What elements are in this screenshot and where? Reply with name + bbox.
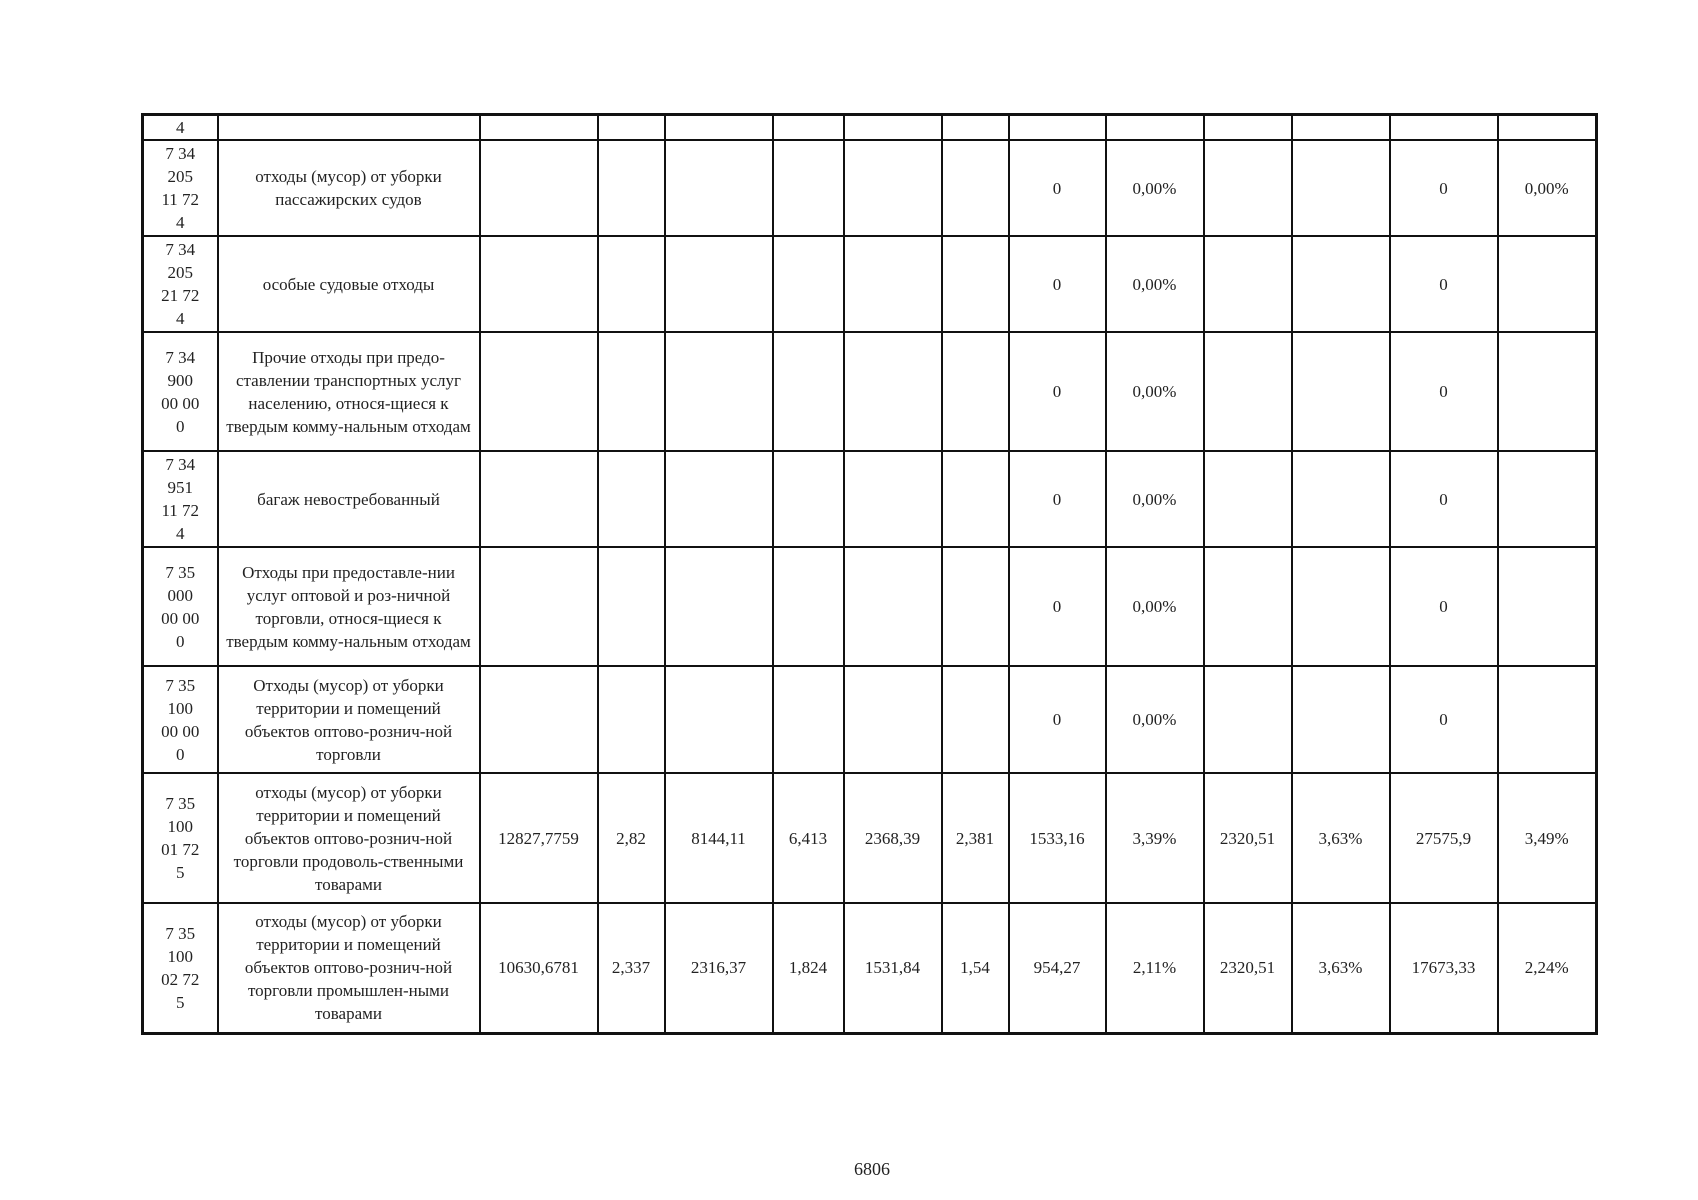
table-row <box>143 547 1597 666</box>
value-cell <box>942 666 1009 773</box>
value-cell <box>773 332 844 451</box>
value-cell: 0 <box>1009 666 1106 773</box>
value-cell <box>598 451 665 547</box>
waste-code-cell: 7 35 100 00 00 0 <box>143 666 218 773</box>
value-cell: 0,00% <box>1106 236 1204 332</box>
value-cell <box>665 236 773 332</box>
value-cell: 12827,7759 <box>480 773 598 903</box>
value-cell <box>942 236 1009 332</box>
value-cell <box>1390 115 1498 141</box>
value-cell <box>844 666 942 773</box>
value-cell <box>1204 666 1292 773</box>
waste-name-cell: отходы (мусор) от уборки пассажирских судов <box>218 140 480 236</box>
value-cell <box>1498 451 1597 547</box>
value-cell <box>1292 451 1390 547</box>
value-cell: 0,00% <box>1498 140 1597 236</box>
value-cell <box>1009 115 1106 141</box>
waste-code-cell: 7 34 205 11 72 4 <box>143 140 218 236</box>
value-cell <box>942 332 1009 451</box>
value-cell: 2368,39 <box>844 773 942 903</box>
value-cell: 0 <box>1390 666 1498 773</box>
waste-name-cell: Отходы (мусор) от уборки территории и помещений объектов оптово-рознич-ной торговли <box>218 666 480 773</box>
value-cell <box>1292 115 1390 141</box>
table-row <box>143 140 1597 236</box>
value-cell: 3,39% <box>1106 773 1204 903</box>
value-cell <box>942 115 1009 141</box>
value-cell <box>480 332 598 451</box>
value-cell <box>480 451 598 547</box>
value-cell: 2,381 <box>942 773 1009 903</box>
value-cell <box>665 666 773 773</box>
value-cell: 0 <box>1009 236 1106 332</box>
waste-code-cell: 7 34 205 21 72 4 <box>143 236 218 332</box>
value-cell: 0 <box>1009 332 1106 451</box>
value-cell <box>1498 547 1597 666</box>
waste-name-cell <box>218 115 480 141</box>
value-cell: 2,11% <box>1106 903 1204 1033</box>
value-cell: 27575,9 <box>1390 773 1498 903</box>
value-cell: 0 <box>1009 451 1106 547</box>
value-cell <box>844 236 942 332</box>
value-cell <box>1498 666 1597 773</box>
value-cell <box>844 451 942 547</box>
value-cell: 3,49% <box>1498 773 1597 903</box>
value-cell: 2,24% <box>1498 903 1597 1033</box>
value-cell <box>665 140 773 236</box>
value-cell: 0,00% <box>1106 451 1204 547</box>
value-cell: 2,337 <box>598 903 665 1033</box>
value-cell: 2320,51 <box>1204 773 1292 903</box>
value-cell: 0,00% <box>1106 140 1204 236</box>
value-cell <box>844 332 942 451</box>
value-cell <box>1498 236 1597 332</box>
value-cell: 3,63% <box>1292 773 1390 903</box>
value-cell: 17673,33 <box>1390 903 1498 1033</box>
value-cell <box>598 547 665 666</box>
value-cell <box>1292 666 1390 773</box>
value-cell <box>598 140 665 236</box>
value-cell <box>598 115 665 141</box>
value-cell: 0,00% <box>1106 666 1204 773</box>
value-cell <box>942 451 1009 547</box>
value-cell <box>665 332 773 451</box>
table-row <box>143 903 1597 1033</box>
value-cell <box>1498 115 1597 141</box>
value-cell: 1,54 <box>942 903 1009 1033</box>
value-cell <box>1292 332 1390 451</box>
value-cell <box>480 666 598 773</box>
value-cell <box>480 236 598 332</box>
value-cell <box>942 547 1009 666</box>
value-cell <box>598 332 665 451</box>
table-row <box>143 451 1597 547</box>
value-cell <box>773 547 844 666</box>
value-cell: 1531,84 <box>844 903 942 1033</box>
value-cell <box>1204 236 1292 332</box>
waste-name-cell: отходы (мусор) от уборки территории и помещений объектов оптово-рознич-ной торговли продоволь-ственными товарами <box>218 773 480 903</box>
table-row <box>143 773 1597 903</box>
value-cell: 6,413 <box>773 773 844 903</box>
waste-name-cell: отходы (мусор) от уборки территории и помещений объектов оптово-рознич-ной торговли промышлен-ными товарами <box>218 903 480 1033</box>
value-cell <box>598 236 665 332</box>
value-cell <box>1292 236 1390 332</box>
table-row <box>143 236 1597 332</box>
value-cell: 0,00% <box>1106 547 1204 666</box>
table-row <box>143 115 1597 141</box>
value-cell <box>480 140 598 236</box>
value-cell <box>480 547 598 666</box>
value-cell: 0 <box>1009 547 1106 666</box>
waste-code-cell: 7 35 100 02 72 5 <box>143 903 218 1033</box>
value-cell <box>844 547 942 666</box>
value-cell <box>480 115 598 141</box>
value-cell: 2320,51 <box>1204 903 1292 1033</box>
table-row <box>143 332 1597 451</box>
value-cell <box>773 236 844 332</box>
waste-code-cell: 7 35 100 01 72 5 <box>143 773 218 903</box>
value-cell <box>665 547 773 666</box>
value-cell: 0 <box>1009 140 1106 236</box>
waste-name-cell: особые судовые отходы <box>218 236 480 332</box>
value-cell: 8144,11 <box>665 773 773 903</box>
value-cell <box>773 115 844 141</box>
value-cell <box>844 140 942 236</box>
value-cell: 0 <box>1390 547 1498 666</box>
value-cell <box>1204 332 1292 451</box>
value-cell: 954,27 <box>1009 903 1106 1033</box>
value-cell <box>1204 451 1292 547</box>
value-cell <box>844 115 942 141</box>
value-cell: 0 <box>1390 236 1498 332</box>
value-cell <box>773 140 844 236</box>
value-cell: 3,63% <box>1292 903 1390 1033</box>
waste-name-cell: Прочие отходы при предо-ставлении транспортных услуг населению, относя-щиеся к твердым комму-нальным отходам <box>218 332 480 451</box>
waste-code-cell: 7 35 000 00 00 0 <box>143 547 218 666</box>
waste-name-cell: Отходы при предоставле-нии услуг оптовой и роз-ничной торговли, относя-щиеся к твердым комму-нальным отходам <box>218 547 480 666</box>
value-cell <box>1498 332 1597 451</box>
value-cell: 2,82 <box>598 773 665 903</box>
waste-code-cell: 7 34 951 11 72 4 <box>143 451 218 547</box>
value-cell: 1533,16 <box>1009 773 1106 903</box>
value-cell <box>773 451 844 547</box>
waste-code-cell: 7 34 900 00 00 0 <box>143 332 218 451</box>
value-cell: 0 <box>1390 140 1498 236</box>
value-cell <box>1292 140 1390 236</box>
value-cell <box>1204 547 1292 666</box>
value-cell <box>1204 140 1292 236</box>
value-cell <box>1204 115 1292 141</box>
value-cell: 0 <box>1390 451 1498 547</box>
waste-name-cell: багаж невостребованный <box>218 451 480 547</box>
value-cell <box>665 115 773 141</box>
value-cell <box>598 666 665 773</box>
value-cell <box>773 666 844 773</box>
value-cell <box>665 451 773 547</box>
table-row <box>143 666 1597 773</box>
value-cell <box>1106 115 1204 141</box>
value-cell: 0 <box>1390 332 1498 451</box>
value-cell: 0,00% <box>1106 332 1204 451</box>
waste-data-table <box>141 113 1598 1035</box>
waste-code-cell: 4 <box>143 115 218 141</box>
value-cell: 10630,6781 <box>480 903 598 1033</box>
page-number: 6806 <box>854 1159 890 1179</box>
value-cell: 2316,37 <box>665 903 773 1033</box>
value-cell <box>942 140 1009 236</box>
value-cell <box>1292 547 1390 666</box>
value-cell: 1,824 <box>773 903 844 1033</box>
